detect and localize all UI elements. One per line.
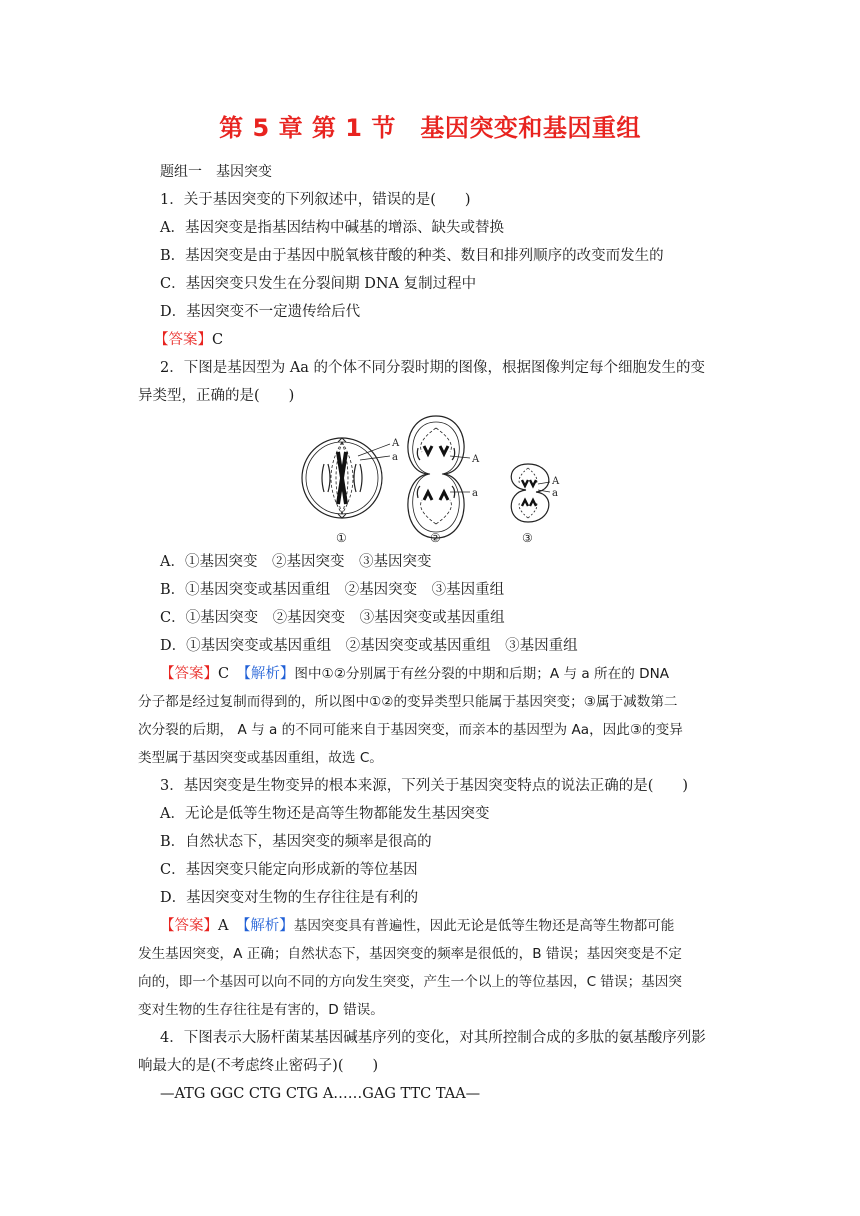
analysis-line-2: 分子都是经过复制而得到的，所以图中①②的变异类型只能属于基因突变；③属于减数第二 (138, 694, 678, 710)
content (138, 158, 710, 1108)
analysis-tag: 【解析】 (242, 918, 294, 934)
allele-label-A-cell-3: A (552, 476, 560, 487)
question-3-answer-line (160, 912, 710, 940)
question-1-option-a: A．基因突变是指基因结构中碱基的增添、缺失或替换 (160, 220, 504, 236)
answer-tag: 【答案】 (154, 332, 212, 348)
question-1-option-d: D．基因突变不一定遗传给后代 (160, 304, 361, 320)
analysis-tag: 【解析】 (243, 666, 295, 682)
analysis-line-2: 发生基因突变，A 正确；自然状态下，基因突变的频率是很低的，B 错误；基因突变是不定 (138, 946, 682, 962)
section-heading: 题组一 基因突变 (160, 164, 272, 180)
question-2-stem-line-1: 2．下图是基因型为 Aa 的个体不同分裂时期的图像，根据图像判定每个细胞发生的变 (160, 360, 706, 376)
question-2-answer-line (160, 660, 710, 688)
question-1-option-c: C．基因突变只发生在分裂间期 DNA 复制过程中 (160, 276, 477, 292)
analysis-line-4: 类型属于基因突变或基因重组，故选 C。 (138, 750, 383, 766)
cell-2-image (408, 416, 470, 538)
question-2-option-c: C．①基因突变 ②基因突变 ③基因突变或基因重组 (160, 610, 505, 626)
allele-label-a-cell-3: a (552, 488, 558, 499)
answer-tag: 【答案】 (160, 666, 218, 682)
cell-division-diagram (300, 412, 570, 544)
question-3-option-b: B．自然状态下，基因突变的频率是很高的 (160, 834, 432, 850)
question-1-stem: 1．关于基因突变的下列叙述中，错误的是( ) (160, 192, 471, 208)
question-2-option-a: A．①基因突变 ②基因突变 ③基因突变 (160, 554, 432, 570)
question-4-stem-line-2: 响最大的是(不考虑终止密码子)( ) (138, 1058, 379, 1074)
question-1 (154, 186, 710, 354)
allele-label-a-cell-1: a (392, 452, 398, 463)
figure-label-3: ③ (522, 531, 533, 544)
allele-label-a-cell-2: a (472, 488, 478, 499)
answer-tag: 【答案】 (160, 918, 218, 934)
question-1-answer (154, 326, 710, 354)
answer-value: A (218, 918, 229, 934)
question-3 (138, 772, 710, 1024)
analysis-line-3: 向的，即一个基因可以向不同的方向发生突变，产生一个以上的等位基因，C 错误；基因突 (138, 974, 682, 990)
page-title: 第 5 章 第 1 节 基因突变和基因重组 (219, 114, 641, 142)
cell-division-figure (160, 412, 710, 544)
analysis-line-4: 变对生物的生存往往是有害的，D 错误。 (138, 1002, 384, 1018)
analysis-line-1: 基因突变具有普遍性，因此无论是低等生物还是高等生物都可能 (293, 918, 675, 934)
question-4 (138, 1024, 710, 1108)
question-2-option-d: D．①基因突变或基因重组 ②基因突变或基因重组 ③基因重组 (160, 638, 578, 654)
question-4-stem-line-1: 4．下图表示大肠杆菌某基因碱基序列的变化，对其所控制合成的多肽的氨基酸序列影 (160, 1030, 706, 1046)
question-2-stem-line-2: 异类型，正确的是( ) (138, 388, 295, 404)
allele-label-A-cell-2: A (472, 454, 480, 465)
question-3-option-c: C．基因突变只能定向形成新的等位基因 (160, 862, 418, 878)
question-1-option-b: B．基因突变是由于基因中脱氧核苷酸的种类、数目和排列顺序的改变而发生的 (160, 248, 664, 264)
question-3-option-a: A．无论是低等生物还是高等生物都能发生基因突变 (160, 806, 490, 822)
figure-label-1: ① (336, 531, 347, 544)
answer-value: C (212, 332, 224, 348)
cell-1-image (302, 438, 390, 518)
question-3-stem: 3．基因突变是生物变异的根本来源，下列关于基因突变特点的说法正确的是( ) (160, 778, 689, 794)
question-2 (138, 354, 710, 772)
answer-value: C (218, 666, 230, 682)
figure-label-2: ② (430, 531, 441, 544)
cell-3-image (511, 464, 550, 522)
allele-label-A-cell-1: A (392, 438, 400, 449)
dna-sequence: —ATG GGC CTG CTG A……GAG TTC TAA— (160, 1086, 481, 1102)
question-3-option-d: D．基因突变对生物的生存往往是有利的 (160, 890, 419, 906)
question-2-option-b: B．①基因突变或基因重组 ②基因突变 ③基因重组 (160, 582, 505, 598)
analysis-line-1: 图中①②分别属于有丝分裂的中期和后期；A 与 a 所在的 DNA (294, 666, 670, 682)
analysis-line-3: 次分裂的后期， A 与 a 的不同可能来自于基因突变，而亲本的基因型为 Aa，因此③的变异 (138, 722, 683, 738)
